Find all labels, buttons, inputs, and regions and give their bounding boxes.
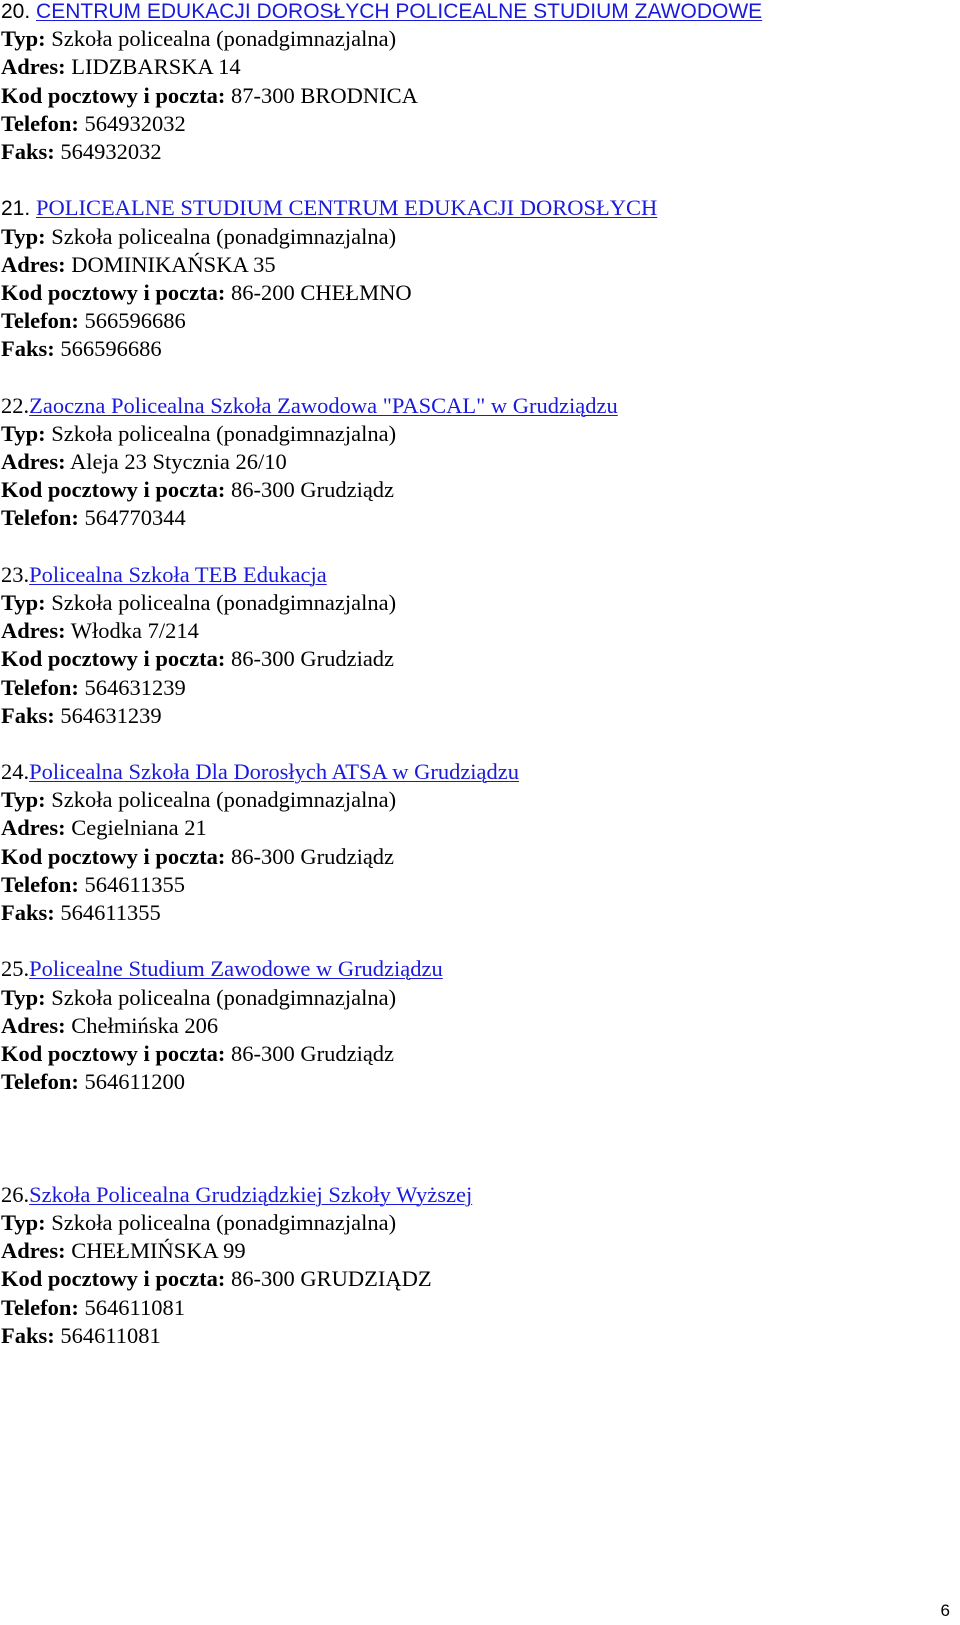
type-label: Typ: — [1, 223, 46, 249]
address-label: Adres: — [1, 815, 66, 841]
spacer — [1, 166, 951, 194]
entry-number: 22. — [1, 392, 30, 418]
postal-label: Kod pocztowy i poczta: — [1, 646, 226, 672]
postal-label: Kod pocztowy i poczta: — [1, 843, 226, 869]
entry-type — [1, 589, 951, 617]
phone-label: Telefon: — [1, 110, 79, 136]
entry-number: 26. — [1, 1181, 30, 1207]
school-name-link[interactable]: Szkoła Policealna Grudziądzkiej Szkoły Wyższej — [29, 1181, 473, 1207]
entry-type — [1, 786, 951, 814]
entry-number: 25. — [1, 956, 30, 982]
entry-phone — [1, 871, 951, 899]
postal-label: Kod pocztowy i poczta: — [1, 82, 226, 108]
phone-label: Telefon: — [1, 674, 79, 700]
entry-fax — [1, 138, 951, 166]
entry-postal — [1, 279, 951, 307]
entry-address — [1, 1237, 951, 1265]
entry-heading — [1, 392, 951, 420]
fax-value: 564932032 — [60, 138, 162, 164]
entry-address — [1, 814, 951, 842]
entry-heading — [1, 194, 951, 222]
postal-value: 87-300 BRODNICA — [230, 82, 418, 108]
fax-label: Faks: — [1, 336, 55, 362]
type-value: Szkoła policealna (ponadgimnazjalna) — [51, 420, 397, 446]
address-value: Włodka 7/214 — [70, 618, 199, 644]
postal-label: Kod pocztowy i poczta: — [1, 1040, 226, 1066]
school-entry — [1, 0, 951, 166]
entry-heading — [1, 0, 951, 25]
entry-phone — [1, 1294, 951, 1322]
fax-label: Faks: — [1, 900, 55, 925]
entry-number: 24. — [1, 759, 30, 785]
type-label: Typ: — [1, 1210, 46, 1236]
phone-label: Telefon: — [1, 505, 79, 531]
type-label: Typ: — [1, 589, 46, 615]
postal-label: Kod pocztowy i poczta: — [1, 279, 226, 305]
type-label: Typ: — [1, 787, 46, 813]
school-name-link[interactable]: Zaoczna Policealna Szkoła Zawodowa "PASCAL" w Grudziądzu — [29, 392, 618, 418]
school-name-link[interactable]: POLICEALNE STUDIUM CENTRUM EDUKACJI DOROSŁYCH — [36, 195, 658, 221]
type-value: Szkoła policealna (ponadgimnazjalna) — [51, 223, 397, 249]
address-value: Aleja 23 Stycznia 26/10 — [69, 449, 287, 474]
entry-heading — [1, 955, 951, 983]
postal-value: 86-300 GRUDZIĄDZ — [230, 1266, 432, 1292]
school-entry — [1, 1181, 951, 1350]
entry-phone — [1, 1068, 951, 1096]
school-list — [1, 0, 951, 1350]
phone-label: Telefon: — [1, 1294, 79, 1320]
school-entry — [1, 194, 951, 363]
address-value: LIDZBARSKA 14 — [71, 54, 241, 80]
school-entry — [1, 561, 951, 730]
address-value: Cegielniana 21 — [71, 815, 207, 841]
school-name-link[interactable]: CENTRUM EDUKACJI DOROSŁYCH POLICEALNE STUDIUM ZAWODOWE — [36, 0, 763, 23]
fax-label: Faks: — [1, 1322, 55, 1348]
fax-label: Faks: — [1, 138, 55, 164]
entry-type — [1, 1209, 951, 1237]
school-entry — [1, 955, 951, 1096]
entry-phone — [1, 110, 951, 138]
phone-value: 564611355 — [84, 871, 185, 897]
phone-label: Telefon: — [1, 1069, 79, 1095]
type-value: Szkoła policealna (ponadgimnazjalna) — [51, 787, 397, 813]
entry-number: 20. — [1, 0, 37, 23]
spacer — [1, 730, 951, 758]
phone-value: 564631239 — [84, 674, 186, 700]
address-value: Chełmińska 206 — [71, 1012, 219, 1038]
entry-phone — [1, 504, 951, 532]
entry-fax — [1, 702, 951, 730]
page-number: 6 — [940, 1601, 950, 1620]
phone-value: 564932032 — [84, 110, 186, 136]
type-label: Typ: — [1, 420, 46, 446]
address-label: Adres: — [1, 449, 66, 474]
postal-value: 86-300 Grudziądz — [230, 1040, 395, 1066]
postal-label: Kod pocztowy i poczta: — [1, 1266, 226, 1292]
spacer — [1, 363, 951, 391]
fax-value: 564631239 — [60, 702, 162, 728]
entry-type — [1, 984, 951, 1012]
entry-number: 23. — [1, 561, 30, 587]
postal-value: 86-200 CHEŁMNO — [230, 279, 412, 305]
postal-value: 86-300 Grudziądz — [230, 477, 395, 503]
address-label: Adres: — [1, 1238, 66, 1264]
school-name-link[interactable]: Policealna Szkoła TEB Edukacja — [29, 561, 327, 587]
address-label: Adres: — [1, 1012, 66, 1038]
phone-label: Telefon: — [1, 871, 79, 897]
entry-postal — [1, 1040, 951, 1068]
fax-label: Faks: — [1, 702, 55, 728]
entry-phone — [1, 307, 951, 335]
school-entry — [1, 758, 951, 927]
entry-type — [1, 25, 951, 53]
spacer — [1, 927, 951, 955]
address-value: CHEŁMIŃSKA 99 — [71, 1238, 246, 1264]
postal-value: 86-300 Grudziadz — [230, 646, 395, 672]
entry-postal — [1, 843, 951, 871]
entry-postal — [1, 1265, 951, 1293]
entry-fax — [1, 1322, 951, 1350]
address-label: Adres: — [1, 251, 66, 277]
fax-value: 564611081 — [60, 1322, 161, 1348]
fax-value: 566596686 — [60, 336, 162, 362]
address-label: Adres: — [1, 618, 66, 644]
fax-value: 564611355 — [60, 900, 161, 925]
entry-address — [1, 251, 951, 279]
type-value: Szkoła policealna (ponadgimnazjalna) — [51, 984, 397, 1010]
entry-address — [1, 1012, 951, 1040]
phone-value: 564611200 — [84, 1069, 185, 1095]
entry-phone — [1, 674, 951, 702]
phone-value: 564611081 — [84, 1294, 185, 1320]
entry-type — [1, 223, 951, 251]
entry-fax — [1, 335, 951, 363]
entry-address — [1, 448, 951, 476]
entry-number: 21. — [1, 197, 37, 221]
school-name-link[interactable]: Policealna Szkoła Dla Dorosłych ATSA w Grudziądzu — [29, 759, 520, 785]
type-value: Szkoła policealna (ponadgimnazjalna) — [51, 1210, 397, 1236]
type-label: Typ: — [1, 984, 46, 1010]
entry-postal — [1, 645, 951, 673]
entry-fax — [1, 899, 951, 927]
type-value: Szkoła policealna (ponadgimnazjalna) — [51, 26, 397, 52]
entry-address — [1, 617, 951, 645]
address-value: DOMINIKAŃSKA 35 — [71, 251, 276, 277]
phone-value: 564770344 — [84, 505, 186, 531]
postal-value: 86-300 Grudziądz — [230, 843, 395, 869]
school-entry — [1, 392, 951, 533]
type-label: Typ: — [1, 26, 46, 52]
address-label: Adres: — [1, 54, 66, 80]
postal-label: Kod pocztowy i poczta: — [1, 477, 226, 503]
entry-postal — [1, 82, 951, 110]
spacer — [1, 1096, 951, 1181]
entry-heading — [1, 758, 951, 786]
phone-label: Telefon: — [1, 308, 79, 334]
phone-value: 566596686 — [84, 308, 186, 334]
entry-heading — [1, 561, 951, 589]
entry-address — [1, 53, 951, 81]
type-value: Szkoła policealna (ponadgimnazjalna) — [51, 589, 397, 615]
entry-postal — [1, 476, 951, 504]
entry-heading — [1, 1181, 951, 1209]
school-name-link[interactable]: Policealne Studium Zawodowe w Grudziądzu — [29, 956, 443, 982]
spacer — [1, 533, 951, 561]
entry-type — [1, 420, 951, 448]
